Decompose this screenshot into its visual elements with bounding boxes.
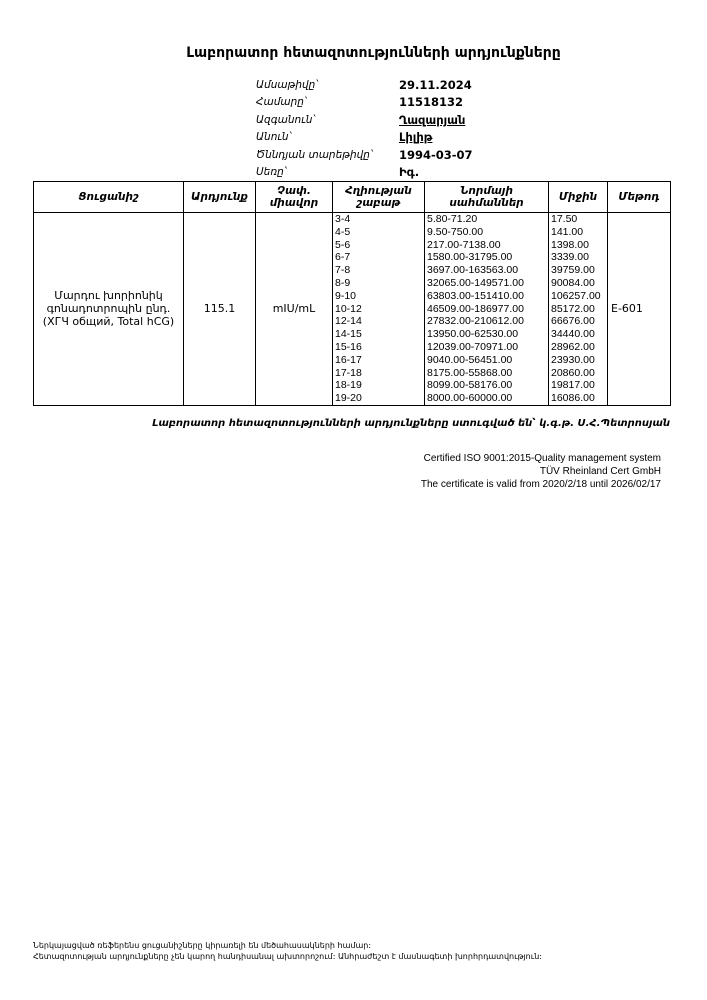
median-item: 28962.00 [551,340,595,353]
surname-row [256,111,473,129]
range-item: 217.00-7138.00 [427,238,501,251]
median-item: 19817.00 [551,379,595,392]
header-median: Միջին [549,182,608,213]
week-item: 4-5 [335,225,351,238]
range-item: 32065.00-149571.00 [427,276,524,289]
method-cell: E-601 [608,213,671,406]
date-label: Ամսաթիվը՝ [256,78,318,91]
cert-line-1: Certified ISO 9001:2015-Quality management system [423,453,661,464]
header-method: Մեթոդ [608,182,671,213]
range-item: 13950.00-62530.00 [427,328,519,341]
date-row [256,76,473,94]
range-item: 46509.00-186977.00 [427,302,524,315]
name-row [256,129,473,147]
header-result: Արդյունք [184,182,256,213]
number-row [256,94,473,112]
birth-label: Ծննդյան տարեթիվը՝ [256,148,373,161]
week-item: 5-6 [335,238,351,251]
range-item: 8000.00-60000.00 [427,392,513,405]
number-label: Համարը՝ [256,96,307,109]
cert-line-3: The certificate is valid from 2020/2/18 until 2026/02/17 [420,479,661,490]
median-item: 16086.00 [551,392,595,405]
median-item: 39759.00 [551,264,595,277]
footer-notes [33,940,542,962]
range-item: 5.80-71.20 [427,213,478,225]
header-norm-limits: Նորմայի սահմաններ [425,182,549,213]
week-item: 14-15 [335,328,362,341]
median-item: 34440.00 [551,328,595,341]
signature-line: Լաբորատոր հետազոտությունների արդյունքները ստուգված են՝ կ.գ.թ. Ս.Հ.Պետրոսյան [152,418,670,429]
sex-row [256,164,473,182]
birth-row [256,146,473,164]
median-item: 17.50 [551,213,578,225]
week-item: 6-7 [335,251,351,264]
range-item: 9040.00-56451.00 [427,353,513,366]
week-item: 16-17 [335,353,362,366]
week-item: 17-18 [335,366,362,379]
range-item: 8175.00-55868.00 [427,366,513,379]
sex-value: Իգ. [399,165,420,180]
date-value: 29.11.2024 [399,77,472,92]
range-item: 63803.00-151410.00 [427,289,524,302]
median-item: 20860.00 [551,366,595,379]
median-item: 23930.00 [551,353,595,366]
medians-list [549,213,607,405]
sex-label: Սեռը՝ [256,166,287,179]
indicator-cell: Մարդու խորիոնիկ գոնադոտրոպին ընդ. (ХГЧ общий, Total hCG) [34,213,184,406]
week-item: 18-19 [335,379,362,392]
range-item: 1580.00-31795.00 [427,251,513,264]
ranges-cell [425,213,549,406]
week-item: 9-10 [335,289,357,302]
unit-cell: mIU/mL [256,213,333,406]
median-item: 141.00 [551,225,584,238]
median-item: 85172.00 [551,302,595,315]
number-value: 11518132 [399,95,464,110]
median-item: 3339.00 [551,251,589,264]
table-header-row [34,182,671,213]
medians-cell [549,213,608,406]
surname-value: Ղազարյան [399,112,466,127]
cert-line-2: TÜV Rheinland Cert GmbH [539,466,661,477]
name-value: Լիլիթ [399,130,433,145]
week-item: 15-16 [335,340,362,353]
name-label: Անուն՝ [256,131,292,144]
surname-label: Ազգանուն՝ [256,113,315,126]
week-item: 10-12 [335,302,362,315]
week-item: 12-14 [335,315,362,328]
table-row [34,213,671,406]
range-item: 8099.00-58176.00 [427,379,513,392]
range-item: 12039.00-70971.00 [427,340,519,353]
footer-line-2: Հետազոտության արդյունքները չեն կարող հանդիսանալ ախտորոշում: Անհրաժեշտ է մասնագետի խորհրդատվություն: [33,952,542,961]
week-item: 7-8 [335,264,351,277]
birth-value: 1994-03-07 [399,147,473,162]
page-title: Լաբորատոր հետազոտությունների արդյունքները [186,45,561,61]
header-pregnancy-week: Հղիության շաբաթ [333,182,425,213]
footer-line-1: Ներկայացված ռեֆերենս ցուցանիշները կիրառելի են մեծահասակների համար: [33,941,372,950]
median-item: 90084.00 [551,276,595,289]
header-unit: Չափ. միավոր [256,182,333,213]
range-item: 9.50-750.00 [427,225,484,238]
week-item: 19-20 [335,392,362,405]
patient-info [256,76,473,181]
week-item: 3-4 [335,213,351,225]
median-item: 66676.00 [551,315,595,328]
median-item: 106257.00 [551,289,601,302]
result-cell: 115.1 [184,213,256,406]
ranges-list [425,213,548,405]
weeks-list [333,213,424,405]
weeks-cell [333,213,425,406]
results-table [33,181,671,406]
header-indicator: Ցուցանիշ [34,182,184,213]
range-item: 3697.00-163563.00 [427,264,519,277]
median-item: 1398.00 [551,238,589,251]
certificate-block [421,452,661,491]
week-item: 8-9 [335,276,351,289]
range-item: 27832.00-210612.00 [427,315,524,328]
